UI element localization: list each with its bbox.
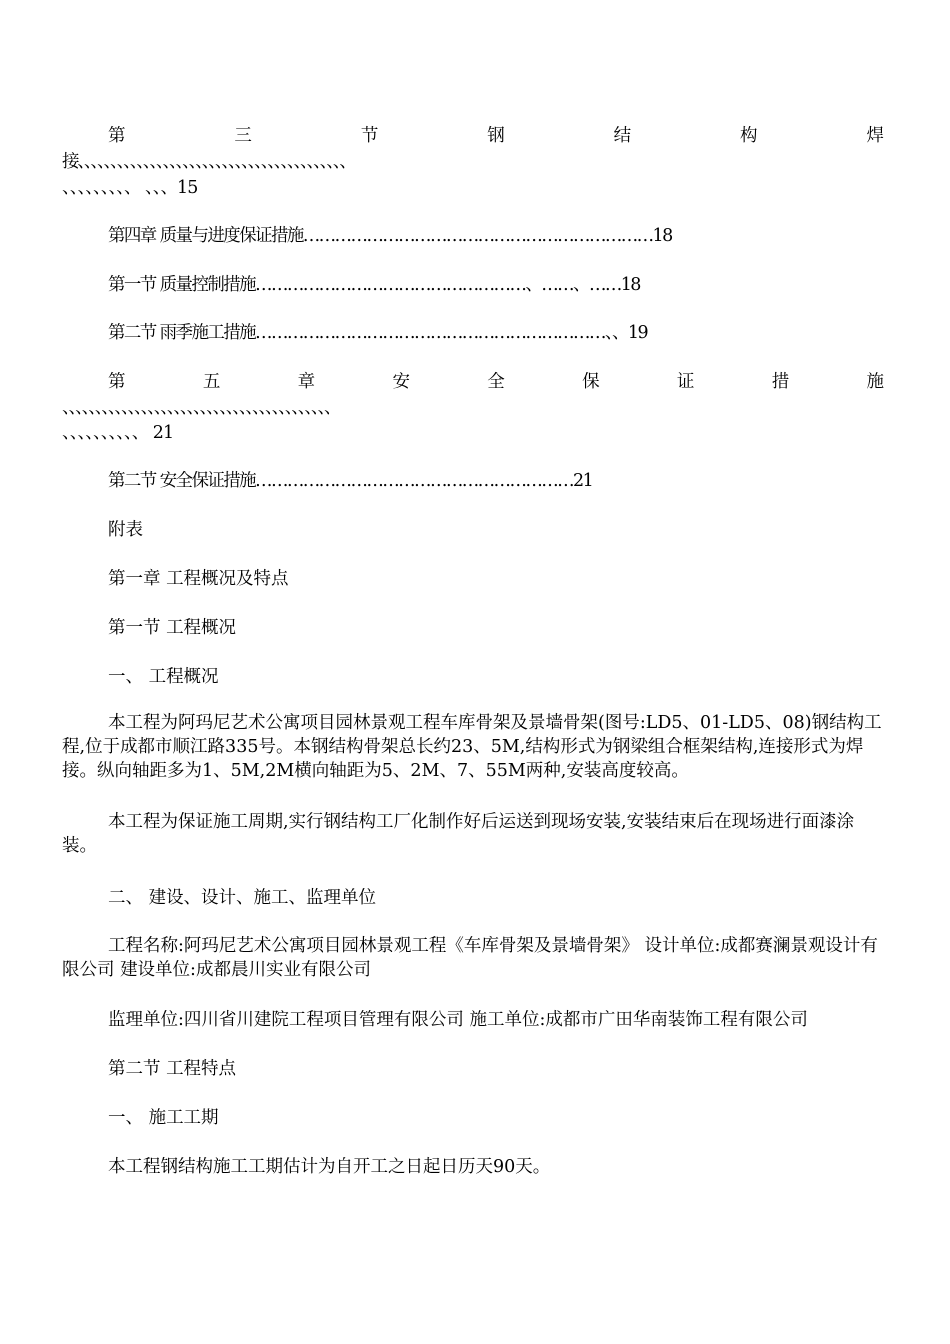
chapter-1-title: 第一章 工程概况及特点: [108, 569, 289, 589]
toc-section-3-leader: 接、、、、、、、、、、、、、、、、、、、、、、、、、、、、、、、、、、、、、、、、、: [62, 152, 355, 172]
toc-char: 结: [613, 126, 632, 146]
item-1-heading: 一、 工程概况: [108, 667, 219, 687]
toc-char: 安: [392, 372, 410, 392]
paragraph-schedule: 本工程钢结构施工工期估计为自开工之日起日历天90天。: [108, 1157, 551, 1177]
toc-chapter-5-heading: [108, 370, 884, 394]
item-3-heading: 一、 施工工期: [108, 1108, 219, 1128]
toc-char: 第: [108, 126, 126, 146]
toc-appendix: 附表: [108, 520, 143, 540]
toc-section-3-page: 、、、、、、、、、 、、、15: [62, 178, 198, 198]
paragraph-construction-period: 本工程为保证施工周期,实行钢结构工厂化制作好后运送到现场安装,安装结束后在现场进行面漆涂装。: [62, 812, 855, 856]
toc-char: 保: [582, 372, 600, 392]
toc-chapter-5-leader: 、、、、、、、、、、、、、、、、、、、、、、、、、、、、、、、、、、、、、、、、、: [62, 398, 340, 418]
toc-char: 五: [202, 372, 221, 392]
toc-char: 三: [234, 126, 252, 146]
toc-char: 证: [676, 372, 695, 392]
toc-chapter-4-section-2: 第二节 雨季施工措施…………………………………………………………、、19: [108, 323, 647, 343]
toc-section-3-heading: [108, 124, 884, 148]
paragraph-supervision-contractor: 监理单位:四川省川建院工程项目管理有限公司 施工单位:成都市广田华南装饰工程有限公司: [108, 1010, 808, 1030]
toc-char: 钢: [487, 126, 505, 146]
toc-chapter-5-section-2: 第二节 安全保证措施……………………………………………………21: [108, 471, 593, 491]
toc-char: 焊: [866, 126, 884, 146]
toc-char: 构: [740, 126, 758, 146]
toc-chapter-4: 第四章 质量与进度保证措施…………………………………………………………18: [108, 226, 672, 246]
section-1-title: 第一节 工程概况: [108, 618, 237, 638]
paragraph-project-overview: 本工程为阿玛尼艺术公寓项目园林景观工程车库骨架及景墙骨架(图号:LD5、01-LD5、08)钢结构工程,位于成都市顺江路335号。本钢结构骨架总长约23、5M,结构形式为钢梁组合框架结构,连接形式为焊接。纵向轴距多为1、5M,2M横向轴距为5、2M、7、55M两种,安装高度较高。: [62, 713, 882, 781]
toc-char: 施: [866, 372, 884, 392]
toc-char: 措: [771, 372, 790, 392]
toc-char: 节: [360, 126, 379, 146]
item-2-heading: 二、 建设、设计、施工、监理单位: [108, 888, 377, 908]
toc-char: 全: [487, 372, 505, 392]
toc-char: 第: [108, 372, 126, 392]
toc-chapter-4-section-1: 第一节 质量控制措施……………………………………………、……、……18: [108, 275, 640, 295]
section-2-title: 第二节 工程特点: [108, 1059, 237, 1079]
toc-chapter-5-page: 、、、、、、、、、、 21: [62, 423, 174, 443]
paragraph-project-parties: 工程名称:阿玛尼艺术公寓项目园林景观工程《车库骨架及景墙骨架》 设计单位:成都赛澜景观设计有限公司 建设单位:成都晨川实业有限公司: [62, 936, 878, 980]
toc-char: 章: [297, 372, 316, 392]
